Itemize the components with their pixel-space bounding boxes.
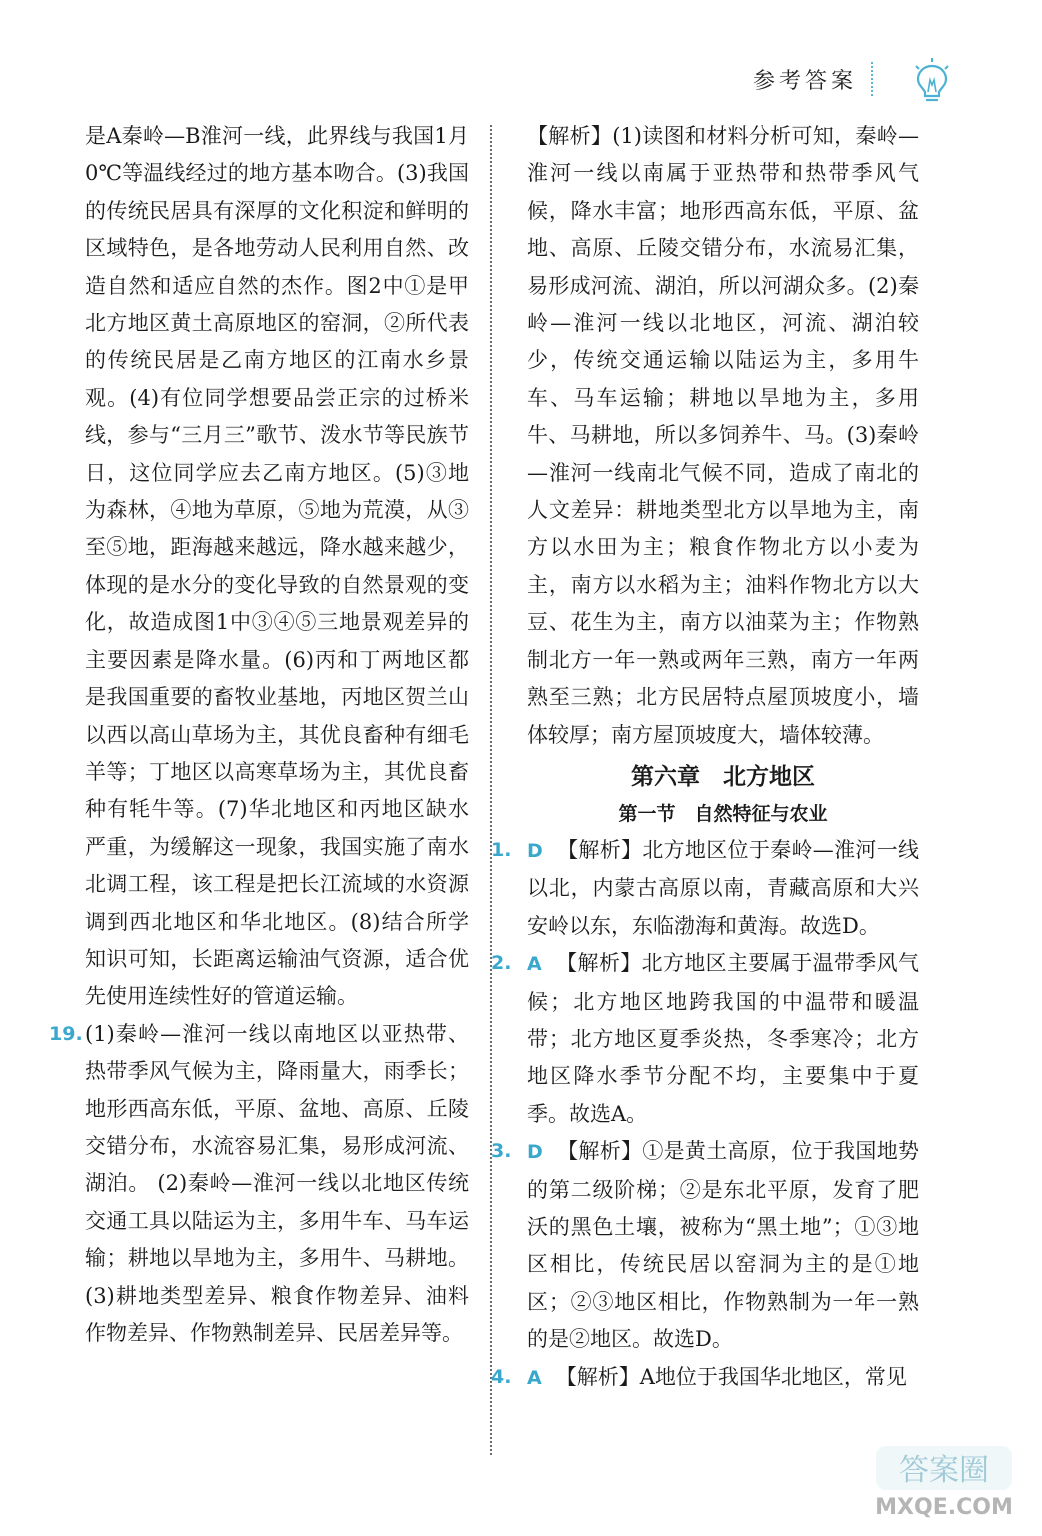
answer-item [491, 1359, 919, 1397]
item-number: 4. [491, 1365, 512, 1388]
item-number: 1. [491, 838, 512, 861]
answer-item [491, 832, 919, 945]
item-answer: D [527, 1141, 543, 1164]
watermark-logo [870, 1442, 1020, 1522]
item-explanation: 【解析】A地位于我国华北地区，常见 [555, 1364, 907, 1389]
page-header [753, 62, 924, 96]
section-title: 第一节 自然特征与农业 [618, 802, 828, 825]
chapter-title: 第六章 北方地区 [631, 763, 815, 790]
column-divider [490, 125, 492, 1455]
item-number: 3. [491, 1140, 512, 1163]
answer-item [491, 1133, 919, 1358]
item-explanation: 【解析】北方地区主要属于温带季风气候；北方地区地跨我国的中温带和暖温带；北方地区夏季炎热，冬季寒冷；北方地区降水季节分配不均，主要集中于夏季。故选A。 [527, 951, 919, 1126]
header-title: 参考答案 [752, 68, 857, 94]
watermark-logo-text: 答案圈 [899, 1453, 989, 1488]
lightbulb-icon [912, 58, 952, 106]
question-19 [49, 1016, 469, 1353]
item-answer: A [527, 953, 542, 976]
answer-item [491, 945, 919, 1133]
left-column [49, 118, 469, 1352]
analysis-paragraph: 【解析】(1)读图和材料分析可知，秦岭—淮河一线以南属于亚热带和热带季风气候，降水丰富；地形西高东低，平原、盆地、高原、丘陵交错分布，水流易汇集，易形成河流、湖泊，所以河湖众多。(2)秦岭—淮河一线以北地区，河流、湖泊较少，传统交通运输以陆运为主，多用牛车、马车运输；耕地以旱地为主，多用牛、马耕地，所以多饲养牛、马。(3)秦岭—淮河一线南北气候不同，造成了南北的人文差异：耕地类型北方以旱地为主，南方以水田为主；粮食作物北方以小麦为主，南方以水稻为主；油料作物北方以大豆、花生为主，南方以油菜为主；作物熟制北方一年一熟或两年三熟，南方一年两熟至三熟；北方民居特点屋顶坡度小，墙体较厚；南方屋顶坡度大，墙体较薄。 [527, 124, 919, 747]
answer-continuation: 是A秦岭—B淮河一线，此界线与我国1月0℃等温线经过的地方基本吻合。(3)我国的传统民居具有深厚的文化积淀和鲜明的区域特色，是各地劳动人民利用自然、改造自然和适应自然的杰作。图2中①是甲北方地区黄土高原地区的窑洞，②所代表的传统民居是乙南方地区的江南水乡景观。(4)有位同学想要品尝正宗的过桥米线，参与“三月三”歌节、泼水节等民族节日，这位同学应去乙南方地区。(5)③地为森林，④地为草原，⑤地为荒漠，从③至⑤地，距海越来越远，降水越来越少，体现的是水分的变化导致的自然景观的变化，故造成图1中③④⑤三地景观差异的主要因素是降水量。(6)丙和丁两地区都是我国重要的畜牧业基地，丙地区贺兰山以西以高山草场为主，其优良畜种有细毛羊等；丁地区以高寒草场为主，其优良畜种有牦牛等。(7)华北地区和丙地区缺水严重，为缓解这一现象，我国实施了南水北调工程，该工程是把长江流域的水资源调到西北地区和华北地区。(8)结合所学知识可知，长距离运输油气资源，适合优先使用连续性好的管道运输。 [85, 124, 469, 1009]
item-number: 2. [491, 952, 512, 975]
question-number: 19. [49, 1022, 83, 1045]
item-answer: D [527, 839, 543, 862]
right-column [491, 118, 919, 1397]
header-divider [871, 62, 874, 96]
watermark-url: MXQE.COM [875, 1495, 1013, 1520]
item-explanation: 【解析】①是黄土高原，位于我国地势的第二级阶梯；②是东北平原，发育了肥沃的黑色土壤，被称为“黑土地”；①③地区相比，传统民居以窑洞为主的是①地区；②③地区相比，作物熟制为一年一熟的是②地区。故选D。 [527, 1139, 919, 1352]
item-answer: A [527, 1366, 542, 1389]
item-explanation: 【解析】北方地区位于秦岭—淮河一线以北，内蒙古高原以南，青藏高原和大兴安岭以东，东临渤海和黄海。故选D。 [527, 837, 919, 938]
question-19-answer: (1)秦岭—淮河一线以南地区以亚热带、热带季风气候为主，降雨量大，雨季长；地形西高东低，平原、盆地、高原、丘陵交错分布，水流容易汇集，易形成河流、湖泊。 (2)秦岭—淮河一线以北地区传统交通工具以陆运为主，多用牛车、马车运输；耕地以旱地为主，多用牛、马耕地。(3)耕地类型差异、粮食作物差异、油料作物差异、作物熟制差异、民居差异等。 [85, 1021, 469, 1345]
